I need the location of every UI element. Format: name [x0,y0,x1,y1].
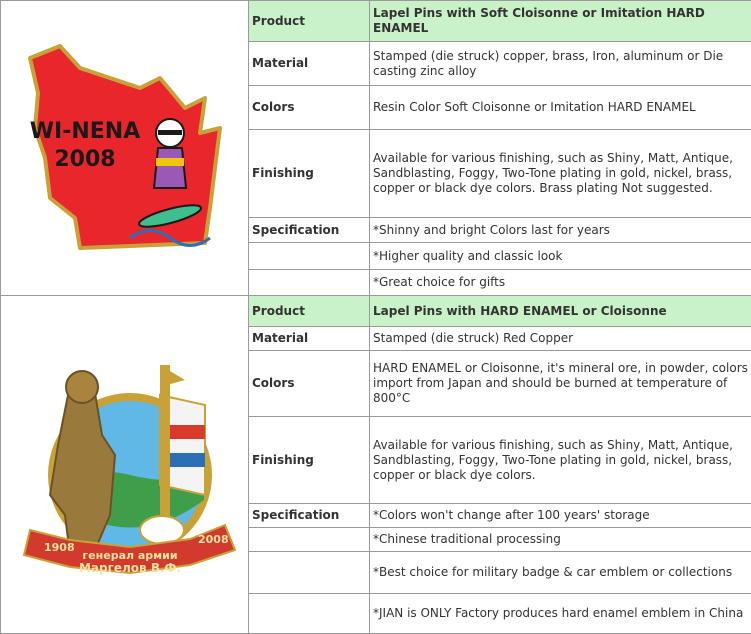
row-value: Stamped (die struck) Red Copper [370,327,751,351]
row-label: Finishing [249,417,370,504]
row-value: *Shinny and bright Colors last for years [370,218,751,243]
medal-ribbon-line1: генерал армии [82,549,177,562]
row-label: Material [249,42,370,86]
product-title: Lapel Pins with HARD ENAMEL or Cloisonne [370,296,751,327]
row-value: *Best choice for military badge & car emblem or collections [370,552,751,594]
product-label: Product [249,296,370,327]
wisconsin-map-pin-icon [20,38,230,258]
row-value: *Chinese traditional processing [370,528,751,552]
row-label [249,243,370,270]
row-value: Available for various finishing, such as Shiny, Matt, Antique, Sandblasting, Foggy, Two-Tone plating in gold, nickel, brass, copper or black dye colors. [370,417,751,504]
pin-text-line1: WI-NENA [29,119,139,144]
military-general-medal-icon [10,325,240,605]
row-label [249,528,370,552]
row-value: *Great choice for gifts [370,270,751,296]
row-label [249,270,370,296]
row-label: Material [249,327,370,351]
product-row [1,296,751,327]
row-value: *JIAN is ONLY Factory produces hard enamel emblem in China [370,594,751,634]
row-value: Resin Color Soft Cloisonne or Imitation HARD ENAMEL [370,86,751,130]
row-label: Colors [249,86,370,130]
medal-year-right: 2008 [198,533,229,546]
product-label: Product [249,1,370,42]
row-label [249,594,370,634]
product-title: Lapel Pins with Soft Cloisonne or Imitation HARD ENAMEL [370,1,751,42]
row-value: *Higher quality and classic look [370,243,751,270]
medal-year-left: 1908 [44,541,75,554]
row-value: Stamped (die struck) copper, brass, Iron, aluminum or Die casting zinc alloy [370,42,751,86]
product-row [1,1,751,42]
medal-ribbon-line2: Маргелов В.Ф. [78,561,180,575]
row-value: *Colors won't change after 100 years' storage [370,504,751,528]
row-value: HARD ENAMEL or Cloisonne, it's mineral ore, in powder, colors import from Japan and should be burned at temperature of 800°C [370,351,751,417]
row-label: Finishing [249,130,370,218]
product-image-cell [1,296,249,634]
row-label: Colors [249,351,370,417]
row-label: Specification [249,218,370,243]
pin-text-line2: 2008 [54,147,115,172]
row-label [249,552,370,594]
row-value: Available for various finishing, such as Shiny, Matt, Antique, Sandblasting, Foggy, Two-Tone plating in gold, nickel, brass, copper or black dye colors. Brass plating Not suggested. [370,130,751,218]
row-label: Specification [249,504,370,528]
product-image-cell [1,1,249,296]
